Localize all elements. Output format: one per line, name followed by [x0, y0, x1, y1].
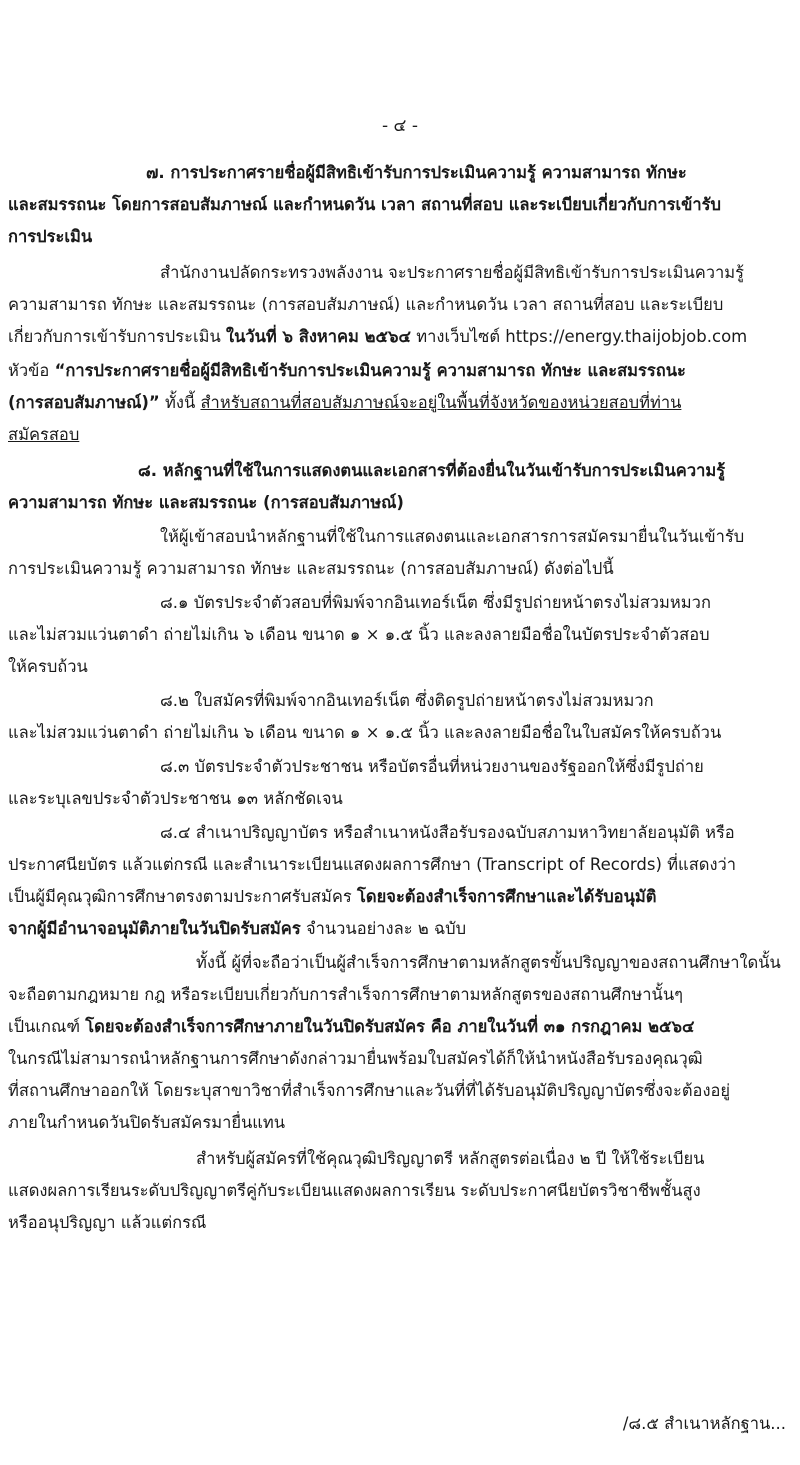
section-7-heading-line-1: ๗. การประกาศรายชื่อผู้มีสิทธิเข้ารับการประเมินความรู้ ความสามารถ ทักษะ — [146, 163, 687, 182]
degree-note-line-2: แสดงผลการเรียนระดับปริญญาตรีคู่กับระเบียนแสดงผลการเรียน ระดับประกาศนียบัตรวิชาชีพชั้นสูง — [8, 1181, 701, 1200]
item-8-4-line-2: ประกาศนียบัตร แล้วแต่กรณี และสำเนาระเบียนแสดงผลการศึกษา (Transcript of Records) ที่แสดงว่า — [8, 855, 737, 874]
graduation-deadline: โดยจะต้องสำเร็จการศึกษาภายในวันปิดรับสมัคร คือ ภายในวันที่ ๓๑ กรกฎาคม ๒๕๖๔ — [85, 1017, 695, 1036]
item-8-2-line-1: ๘.๒ ใบสมัครที่พิมพ์จากอินเทอร์เน็ต ซึ่งติดรูปถ่ายหน้าตรงไม่สวมหมวก — [160, 691, 654, 710]
graduation-note-line-1: ทั้งนี้ ผู้ที่จะถือว่าเป็นผู้สำเร็จการศึกษาตามหลักสูตรขั้นปริญญาของสถานศึกษาใดนั้น — [196, 953, 781, 972]
section-7-heading-line-2: และสมรรถนะ โดยการสอบสัมภาษณ์ และกำหนดวัน เวลา สถานที่สอบ และระเบียบเกี่ยวกับการเข้ารับ — [8, 195, 721, 214]
graduation-note-line-2: จะถือตามกฎหมาย กฎ หรือระเบียบเกี่ยวกับการสำเร็จการศึกษาตามหลักสูตรของสถานศึกษานั้นๆ — [8, 985, 683, 1004]
graduation-note-line-3: เป็นเกณฑ์ โดยจะต้องสำเร็จการศึกษาภายในวันปิดรับสมัคร คือ ภายในวันที่ ๓๑ กรกฎาคม ๒๕๖๔ — [8, 1017, 695, 1036]
page-number: - ๔ - — [382, 116, 418, 136]
section-7-heading-line-3: การประเมิน — [8, 227, 93, 246]
section-8-heading-line-1: ๘. หลักฐานที่ใช้ในการแสดงตนและเอกสารที่ต้องยื่นในวันเข้ารับการประเมินความรู้ — [138, 461, 726, 480]
item-8-1-line-2: และไม่สวมแว่นตาดำ ถ่ายไม่เกิน ๖ เดือน ขนาด ๑ × ๑.๕ นิ้ว และลงลายมือชื่อในบัตรประจำตัวสอบ — [8, 625, 710, 644]
degree-note-line-3: หรืออนุปริญญา แล้วแต่กรณี — [8, 1213, 207, 1232]
paragraph-8-line-1: ให้ผู้เข้าสอบนำหลักฐานที่ใช้ในการแสดงตนและเอกสารการสมัครมายื่นในวันเข้ารับ — [160, 527, 745, 546]
item-8-1-line-3: ให้ครบถ้วน — [8, 657, 88, 676]
item-8-2-line-2: และไม่สวมแว่นตาดำ ถ่ายไม่เกิน ๖ เดือน ขนาด ๑ × ๑.๕ นิ้ว และลงลายมือชื่อในใบสมัครให้ครบถ้วน — [8, 723, 722, 742]
paragraph-7-line-2: ความสามารถ ทักษะ และสมรรถนะ (การสอบสัมภาษณ์) และกำหนดวัน เวลา สถานที่สอบ และระเบียบ — [8, 295, 724, 314]
degree-note-line-1: สำหรับผู้สมัครที่ใช้คุณวุฒิปริญญาตรี หลักสูตรต่อเนื่อง ๒ ปี ให้ใช้ระเบียน — [196, 1149, 705, 1168]
paragraph-8-line-2: การประเมินความรู้ ความสามารถ ทักษะ และสมรรถนะ (การสอบสัมภาษณ์) ดังต่อไปนี้ — [8, 559, 614, 578]
item-8-4-line-3: เป็นผู้มีคุณวุฒิการศึกษาตรงตามประกาศรับสมัคร โดยจะต้องสำเร็จการศึกษาและได้รับอนุมัติ — [8, 887, 657, 906]
item-8-3-line-1: ๘.๓ บัตรประจำตัวประชาชน หรือบัตรอื่นที่หน่วยงานของรัฐออกให้ซึ่งมีรูปถ่าย — [160, 757, 704, 776]
item-8-4-line-1: ๘.๔ สำเนาปริญญาบัตร หรือสำเนาหนังสือรับรองฉบับสภามหาวิทยาลัยอนุมัติ หรือ — [160, 823, 735, 842]
item-8-1-line-1: ๘.๑ บัตรประจำตัวสอบที่พิมพ์จากอินเทอร์เน็ต ซึ่งมีรูปถ่ายหน้าตรงไม่สวมหมวก — [160, 593, 711, 612]
continuation-footer: /๘.๕ สำเนาหลักฐาน... — [622, 1414, 786, 1433]
graduation-note-line-5: ที่สถานศึกษาออกให้ โดยระบุสาขาวิชาที่สำเร็จการศึกษาและวันที่ที่ได้รับอนุมัติปริญญาบัตรซึ่งจะต้องอยู่ — [8, 1081, 731, 1100]
paragraph-7-line-3: เกี่ยวกับการเข้ารับการประเมิน ในวันที่ ๖ สิงหาคม ๒๕๖๔ ทางเว็บไซต์ https://energy.thaijobjob.com — [8, 327, 748, 346]
paragraph-7-line-4: หัวข้อ “การประกาศรายชื่อผู้มีสิทธิเข้ารับการประเมินความรู้ ความสามารถ ทักษะ และสมรรถนะ — [8, 361, 686, 380]
exam-location-note: สำหรับสถานที่สอบสัมภาษณ์จะอยู่ในพื้นที่จังหวัดของหน่วยสอบที่ท่าน — [200, 393, 682, 412]
item-8-3-line-2: และระบุเลขประจำตัวประชาชน ๑๓ หลักชัดเจน — [8, 789, 343, 808]
graduation-note-line-4: ในกรณีไม่สามารถนำหลักฐานการศึกษาดังกล่าวมายื่นพร้อมใบสมัครได้ก็ให้นำหนังสือรับรองคุณวุฒิ — [8, 1049, 703, 1068]
paragraph-7-line-1: สำนักงานปลัดกระทรวงพลังงาน จะประกาศรายชื่อผู้มีสิทธิเข้ารับการประเมินความรู้ — [160, 263, 745, 282]
graduation-note-line-6: ภายในกำหนดวันปิดรับสมัครมายื่นแทน — [8, 1113, 286, 1132]
section-8-heading-line-2: ความสามารถ ทักษะ และสมรรถนะ (การสอบสัมภาษณ์) — [8, 493, 404, 512]
announcement-date: ในวันที่ ๖ สิงหาคม ๒๕๖๔ — [226, 327, 412, 346]
paragraph-7-line-5: (การสอบสัมภาษณ์)” ทั้งนี้ สำหรับสถานที่สอบสัมภาษณ์จะอยู่ในพื้นที่จังหวัดของหน่วยสอบที่ท่าน — [8, 393, 682, 412]
paragraph-7-line-6: สมัครสอบ — [8, 425, 80, 444]
item-8-4-line-4: จากผู้มีอำนาจอนุมัติภายในวันปิดรับสมัคร จำนวนอย่างละ ๒ ฉบับ — [8, 919, 467, 938]
